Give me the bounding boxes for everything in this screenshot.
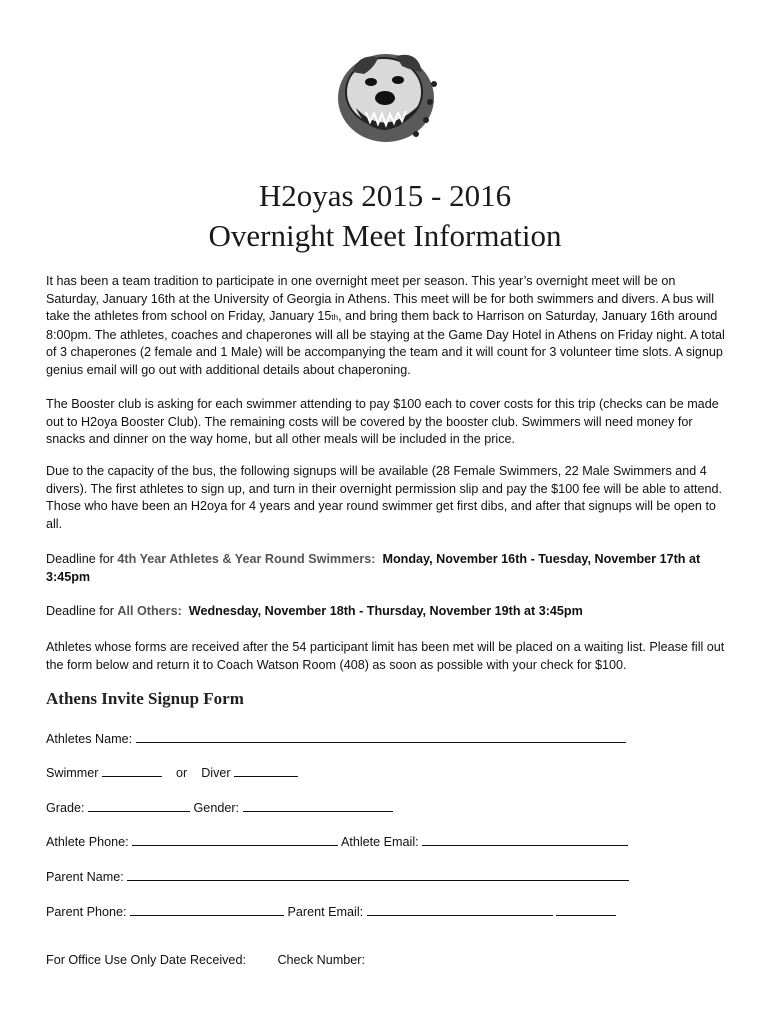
athlete-email-field[interactable] (422, 833, 628, 846)
page-title-line-2: Overnight Meet Information (208, 218, 562, 253)
athletes-name-row (46, 730, 626, 746)
waitlist-paragraph: Athletes whose forms are received after the 54 participant limit has been met will be placed on a waiting list. Please fill out the form below and return it to Coach Watson Room (408) as soon as possible with your check for $100. (46, 640, 725, 672)
athlete-phone-label: Athlete Phone: (46, 835, 129, 849)
cost-paragraph: The Booster club is asking for each swimmer attending to pay $100 each to cover costs for this trip (checks can be made out to H2oya Booster Club). The remaining costs will be covered by the booster club. Swimmers will need money for snacks and dinner on the way home, but all other meals will be included in the price. (46, 397, 719, 447)
capacity-paragraph: Due to the capacity of the bus, the following signups will be available (28 Female Swimmers, 22 Male Swimmers and 4 divers). The first athletes to sign up, and turn in their overnight permission slip and pay the $100 fee will be able to attend. Those who have been an H2oya for 4 years and year round swimmer get first dibs, and after that signups will be open to all. (46, 464, 723, 531)
deadline-others: Deadline for All Others: Wednesday, November 18th - Thursday, November 19th at 3:45pm (46, 604, 583, 618)
office-use-label: For Office Use Only Date Received: (46, 953, 246, 967)
intro-text-a: It has been a team tradition to participate in one overnight meet per season. This year’s overnight meet will be on Saturday, January 16th at the University of Georgia in Athens. This meet will be for both swimmers and divers. A bus will take the athletes from school on Friday, January 15 (46, 274, 715, 324)
parent-name-field[interactable] (127, 868, 629, 881)
grade-field[interactable] (88, 799, 190, 812)
swimmer-field[interactable] (102, 764, 162, 777)
deadline-group-1: 4th Year Athletes & Year Round Swimmers (117, 552, 372, 566)
check-number-label: Check Number: (277, 953, 365, 967)
grade-gender-row (46, 799, 393, 815)
swimmer-diver-row (46, 764, 298, 780)
athlete-email-label: Athlete Email: (340, 835, 419, 849)
deadline-date-2: Wednesday, November 18th - Thursday, November 19th at 3:45pm (188, 604, 583, 618)
gender-label: Gender: (193, 801, 240, 815)
parent-email-extra-field[interactable] (556, 903, 616, 916)
intro-text-b: , and bring them back to Harrison on Saturday, January 16th around 8:00pm. The athletes, coaches and chaperones will all be staying at the Game Day Hotel in Athens on Friday night. A total of 3 chaperones (2 female and 1 Male) will be accompanying the team and it will count for 3 volunteer time slots. A signup genius email will go out with additional details about chaperoning. (46, 309, 725, 377)
athlete-phone-field[interactable] (132, 833, 338, 846)
or-label: or (175, 766, 188, 780)
office-use-row (46, 953, 365, 967)
diver-field[interactable] (234, 764, 298, 777)
grade-label: Grade: (46, 801, 85, 815)
deadline-group-2: All Others (117, 604, 178, 618)
page-title-line-1: H2oyas 2015 - 2016 (258, 178, 512, 213)
deadline-prefix: Deadline for (46, 604, 118, 618)
diver-label: Diver (201, 766, 231, 780)
parent-email-label: Parent Email: (287, 905, 364, 919)
swimmer-label: Swimmer (46, 766, 99, 780)
intro-superscript: th (331, 313, 339, 323)
parent-phone-field[interactable] (130, 903, 284, 916)
parent-contact-row (46, 903, 616, 919)
athlete-contact-row (46, 833, 628, 849)
deadline-prefix: Deadline for (46, 552, 118, 566)
parent-name-label: Parent Name: (46, 870, 124, 884)
parent-email-field[interactable] (367, 903, 553, 916)
parent-phone-label: Parent Phone: (46, 905, 127, 919)
form-heading: Athens Invite Signup Form (46, 689, 244, 708)
bulldog-mascot-logo (326, 42, 444, 148)
intro-paragraph (46, 273, 730, 380)
athletes-name-field[interactable] (136, 730, 626, 743)
deadline-senior: Deadline for 4th Year Athletes & Year Round Swimmers: Monday, November 16th - Tuesday, November 17th at 3:45pm (46, 552, 701, 584)
gender-field[interactable] (243, 799, 393, 812)
athletes-name-label: Athletes Name: (46, 732, 133, 746)
deadline-date-1: Monday, November 16th - Tuesday, November 17th at 3:45pm (46, 552, 701, 584)
parent-name-row (46, 868, 629, 884)
